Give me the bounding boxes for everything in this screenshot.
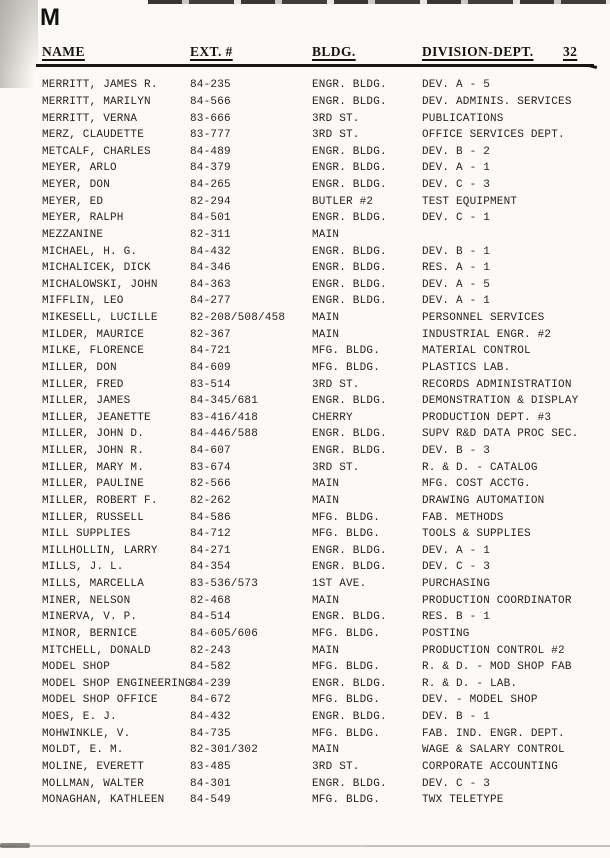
- name-cell: MERRITT, MARILYN: [42, 95, 151, 108]
- directory-row: [0, 775, 610, 792]
- dept-cell: DEV. B - 3: [422, 445, 491, 458]
- dept-cell: SUPV R&D DATA PROC SEC.: [422, 428, 579, 441]
- ext-cell: 82-301/302: [190, 744, 259, 757]
- dept-cell: DEV. - MODEL SHOP: [422, 694, 538, 707]
- bldg-cell: MFG. BLDG.: [312, 511, 381, 524]
- bldg-cell: 3RD ST.: [312, 461, 360, 474]
- name-cell: MILLS, J. L.: [42, 561, 124, 574]
- ext-cell: 82-262: [190, 494, 231, 507]
- directory-row: [0, 559, 610, 576]
- bldg-cell: ENGR. BLDG.: [312, 777, 387, 790]
- ext-cell: 84-432: [190, 711, 231, 724]
- name-cell: MICHAEL, H. G.: [42, 245, 138, 258]
- directory-row: [0, 709, 610, 726]
- name-cell: MILKE, FLORENCE: [42, 345, 145, 358]
- dept-cell: DEV. C - 3: [422, 179, 491, 192]
- bldg-cell: ENGR. BLDG.: [312, 95, 387, 108]
- ext-cell: 82-243: [190, 644, 231, 657]
- directory-row: [0, 659, 610, 676]
- name-cell: MEYER, DON: [42, 179, 111, 192]
- name-cell: MINERVA, V. P.: [42, 611, 138, 624]
- bldg-cell: ENGR. BLDG.: [312, 677, 387, 690]
- ext-cell: 84-265: [190, 179, 231, 192]
- dept-cell: INDUSTRIAL ENGR. #2: [422, 328, 552, 341]
- bldg-cell: MFG. BLDG.: [312, 661, 381, 674]
- dept-cell: PUBLICATIONS: [422, 112, 504, 125]
- dept-cell: DEV. C - 3: [422, 777, 491, 790]
- bldg-cell: ENGR. BLDG.: [312, 544, 387, 557]
- ext-cell: 84-235: [190, 79, 231, 92]
- bldg-cell: MAIN: [312, 328, 340, 341]
- dept-cell: RECORDS ADMINISTRATION: [422, 378, 572, 391]
- ext-cell: 84-277: [190, 295, 231, 308]
- directory-row: [0, 376, 610, 393]
- bldg-cell: MAIN: [312, 312, 340, 325]
- dept-cell: DEV. B - 1: [422, 711, 491, 724]
- directory-row: [0, 94, 610, 111]
- ext-cell: 84-721: [190, 345, 231, 358]
- name-cell: MILLHOLLIN, LARRY: [42, 544, 158, 557]
- ext-cell: 84-609: [190, 361, 231, 374]
- name-cell: MOLLMAN, WALTER: [42, 777, 145, 790]
- name-cell: MILLER, JOHN D.: [42, 428, 145, 441]
- dept-cell: TEST EQUIPMENT: [422, 195, 518, 208]
- bldg-cell: ENGR. BLDG.: [312, 262, 387, 275]
- name-cell: MILLER, MARY M.: [42, 461, 145, 474]
- name-cell: MERRITT, VERNA: [42, 112, 138, 125]
- dept-cell: TWX TELETYPE: [422, 794, 504, 807]
- directory-row: [0, 243, 610, 260]
- bldg-cell: ENGR. BLDG.: [312, 428, 387, 441]
- directory-row: [0, 293, 610, 310]
- name-cell: MITCHELL, DONALD: [42, 644, 151, 657]
- dept-cell: MATERIAL CONTROL: [422, 345, 531, 358]
- name-cell: MOLINE, EVERETT: [42, 760, 145, 773]
- name-cell: MEYER, ED: [42, 195, 104, 208]
- bldg-cell: MAIN: [312, 644, 340, 657]
- directory-row: [0, 543, 610, 560]
- ext-cell: 84-735: [190, 727, 231, 740]
- bldg-cell: 3RD ST.: [312, 760, 360, 773]
- bldg-cell: ENGR. BLDG.: [312, 395, 387, 408]
- table-header: [0, 44, 610, 62]
- directory-row: [0, 144, 610, 161]
- ext-cell: 82-566: [190, 478, 231, 491]
- ext-cell: 84-239: [190, 677, 231, 690]
- directory-row: [0, 193, 610, 210]
- dept-cell: RES. A - 1: [422, 262, 491, 275]
- page-number: 32: [563, 44, 578, 59]
- ext-cell: 84-271: [190, 544, 231, 557]
- ext-cell: 83-514: [190, 378, 231, 391]
- bldg-cell: MAIN: [312, 228, 340, 241]
- directory-row: [0, 642, 610, 659]
- name-cell: MILLER, DON: [42, 361, 117, 374]
- ext-cell: 83-777: [190, 129, 231, 142]
- name-cell: MICHALICEK, DICK: [42, 262, 151, 275]
- bldg-cell: BUTLER #2: [312, 195, 374, 208]
- dept-cell: POSTING: [422, 627, 470, 640]
- name-cell: METCALF, CHARLES: [42, 145, 151, 158]
- dept-cell: FAB. IND. ENGR. DEPT.: [422, 727, 565, 740]
- directory-row: [0, 526, 610, 543]
- ext-cell: 84-354: [190, 561, 231, 574]
- bldg-cell: MFG. BLDG.: [312, 627, 381, 640]
- bldg-cell: ENGR. BLDG.: [312, 278, 387, 291]
- dept-cell: R. & D. - LAB.: [422, 677, 518, 690]
- directory-row: [0, 609, 610, 626]
- bldg-cell: ENGR. BLDG.: [312, 79, 387, 92]
- ext-cell: 82-311: [190, 228, 231, 241]
- dept-cell: DEV. A - 1: [422, 162, 491, 175]
- dept-cell: MFG. COST ACCTG.: [422, 478, 531, 491]
- bldg-cell: MAIN: [312, 594, 340, 607]
- name-cell: MILLER, JEANETTE: [42, 411, 151, 424]
- directory-row: [0, 277, 610, 294]
- bldg-cell: ENGR. BLDG.: [312, 145, 387, 158]
- name-cell: MICHALOWSKI, JOHN: [42, 278, 158, 291]
- dept-cell: DRAWING AUTOMATION: [422, 494, 545, 507]
- ext-cell: 83-666: [190, 112, 231, 125]
- ext-cell: 82-294: [190, 195, 231, 208]
- bldg-cell: MFG. BLDG.: [312, 345, 381, 358]
- scan-bottom-edge-line: [0, 845, 610, 847]
- directory-row: [0, 742, 610, 759]
- directory-row: [0, 210, 610, 227]
- directory-row: [0, 493, 610, 510]
- directory-row: [0, 343, 610, 360]
- ext-cell: 84-489: [190, 145, 231, 158]
- directory-row: [0, 393, 610, 410]
- name-cell: MODEL SHOP ENGINEERING: [42, 677, 192, 690]
- bldg-cell: MFG. BLDG.: [312, 727, 381, 740]
- dept-cell: DEV. B - 2: [422, 145, 491, 158]
- name-cell: MERZ, CLAUDETTE: [42, 129, 145, 142]
- dept-cell: DEV. A - 1: [422, 295, 491, 308]
- name-cell: MEYER, RALPH: [42, 212, 124, 225]
- bldg-cell: ENGR. BLDG.: [312, 179, 387, 192]
- directory-row: [0, 443, 610, 460]
- name-cell: MOLDT, E. M.: [42, 744, 124, 757]
- name-cell: MIFFLIN, LEO: [42, 295, 124, 308]
- bldg-cell: ENGR. BLDG.: [312, 212, 387, 225]
- ext-cell: 83-485: [190, 760, 231, 773]
- ext-cell: 84-363: [190, 278, 231, 291]
- dept-cell: PURCHASING: [422, 578, 491, 591]
- bldg-cell: MFG. BLDG.: [312, 528, 381, 541]
- bldg-cell: ENGR. BLDG.: [312, 245, 387, 258]
- dept-cell: OFFICE SERVICES DEPT.: [422, 129, 565, 142]
- directory-row: [0, 326, 610, 343]
- name-cell: MILLER, ROBERT F.: [42, 494, 158, 507]
- bldg-cell: 3RD ST.: [312, 112, 360, 125]
- dept-cell: R. & D. - CATALOG: [422, 461, 538, 474]
- name-cell: MONAGHAN, KATHLEEN: [42, 794, 165, 807]
- ext-cell: 84-514: [190, 611, 231, 624]
- directory-row: [0, 410, 610, 427]
- directory-rows: [0, 77, 610, 809]
- directory-row: [0, 725, 610, 742]
- bldg-cell: ENGR. BLDG.: [312, 295, 387, 308]
- bldg-cell: MAIN: [312, 744, 340, 757]
- directory-row: [0, 692, 610, 709]
- name-cell: MINER, NELSON: [42, 594, 131, 607]
- bldg-cell: MAIN: [312, 478, 340, 491]
- bldg-cell: ENGR. BLDG.: [312, 611, 387, 624]
- ext-cell: 84-345/681: [190, 395, 259, 408]
- name-cell: MILLER, JOHN R.: [42, 445, 145, 458]
- section-letter: M: [40, 4, 61, 31]
- name-cell: MILLER, PAULINE: [42, 478, 145, 491]
- bldg-cell: ENGR. BLDG.: [312, 445, 387, 458]
- ext-cell: 84-672: [190, 694, 231, 707]
- header-rule: [36, 64, 594, 67]
- name-cell: MILL SUPPLIES: [42, 528, 131, 541]
- name-cell: MILLER, FRED: [42, 378, 124, 391]
- directory-row: [0, 260, 610, 277]
- bldg-cell: MFG. BLDG.: [312, 694, 381, 707]
- dept-cell: DEV. C - 3: [422, 561, 491, 574]
- column-header-name: NAME: [42, 44, 85, 59]
- directory-row: [0, 759, 610, 776]
- bldg-cell: 3RD ST.: [312, 129, 360, 142]
- directory-row: [0, 77, 610, 94]
- directory-row: [0, 177, 610, 194]
- dept-cell: PRODUCTION DEPT. #3: [422, 411, 552, 424]
- name-cell: MEZZANINE: [42, 228, 104, 241]
- directory-row: [0, 459, 610, 476]
- ext-cell: 84-346: [190, 262, 231, 275]
- ext-cell: 82-208/508/458: [190, 312, 286, 325]
- scan-top-edge-artifact: [148, 0, 610, 4]
- ext-cell: 83-536/573: [190, 578, 259, 591]
- dept-cell: PERSONNEL SERVICES: [422, 312, 545, 325]
- dept-cell: DEV. B - 1: [422, 245, 491, 258]
- name-cell: MILLER, RUSSELL: [42, 511, 145, 524]
- scan-bottom-edge-blob: [0, 843, 30, 848]
- bldg-cell: MFG. BLDG.: [312, 794, 381, 807]
- name-cell: MODEL SHOP: [42, 661, 111, 674]
- dept-cell: RES. B - 1: [422, 611, 491, 624]
- directory-row: [0, 592, 610, 609]
- ext-cell: 83-674: [190, 461, 231, 474]
- header-rule-tick: [588, 64, 597, 69]
- dept-cell: PLASTICS LAB.: [422, 361, 511, 374]
- ext-cell: 84-301: [190, 777, 231, 790]
- bldg-cell: 3RD ST.: [312, 378, 360, 391]
- dept-cell: R. & D. - MOD SHOP FAB: [422, 661, 572, 674]
- ext-cell: 84-712: [190, 528, 231, 541]
- directory-row: [0, 792, 610, 809]
- column-header-bldg: BLDG.: [312, 44, 356, 59]
- ext-cell: 82-367: [190, 328, 231, 341]
- ext-cell: 84-501: [190, 212, 231, 225]
- ext-cell: 83-416/418: [190, 411, 259, 424]
- dept-cell: DEV. A - 1: [422, 544, 491, 557]
- ext-cell: 84-432: [190, 245, 231, 258]
- directory-row: [0, 426, 610, 443]
- ext-cell: 84-607: [190, 445, 231, 458]
- directory-row: [0, 626, 610, 643]
- directory-row: [0, 476, 610, 493]
- directory-row: [0, 160, 610, 177]
- name-cell: MOHWINKLE, V.: [42, 727, 131, 740]
- dept-cell: DEV. A - 5: [422, 278, 491, 291]
- dept-cell: TOOLS & SUPPLIES: [422, 528, 531, 541]
- dept-cell: CORPORATE ACCOUNTING: [422, 760, 559, 773]
- dept-cell: DEMONSTRATION & DISPLAY: [422, 395, 579, 408]
- ext-cell: 84-582: [190, 661, 231, 674]
- name-cell: MEYER, ARLO: [42, 162, 117, 175]
- ext-cell: 84-379: [190, 162, 231, 175]
- directory-row: [0, 127, 610, 144]
- ext-cell: 84-446/588: [190, 428, 259, 441]
- name-cell: MERRITT, JAMES R.: [42, 79, 158, 92]
- directory-row: [0, 676, 610, 693]
- dept-cell: DEV. ADMINIS. SERVICES: [422, 95, 572, 108]
- name-cell: MILDER, MAURICE: [42, 328, 145, 341]
- bldg-cell: MFG. BLDG.: [312, 361, 381, 374]
- dept-cell: DEV. C - 1: [422, 212, 491, 225]
- directory-row: [0, 576, 610, 593]
- name-cell: MODEL SHOP OFFICE: [42, 694, 158, 707]
- ext-cell: 84-586: [190, 511, 231, 524]
- dept-cell: PRODUCTION COORDINATOR: [422, 594, 572, 607]
- directory-row: [0, 227, 610, 244]
- directory-row: [0, 509, 610, 526]
- bldg-cell: CHERRY: [312, 411, 353, 424]
- bldg-cell: ENGR. BLDG.: [312, 162, 387, 175]
- dept-cell: FAB. METHODS: [422, 511, 504, 524]
- column-header-division-dept: DIVISION-DEPT.: [422, 44, 534, 59]
- bldg-cell: MAIN: [312, 494, 340, 507]
- name-cell: MOES, E. J.: [42, 711, 117, 724]
- dept-cell: DEV. A - 5: [422, 79, 491, 92]
- ext-cell: 84-549: [190, 794, 231, 807]
- directory-row: [0, 310, 610, 327]
- bldg-cell: 1ST AVE.: [312, 578, 367, 591]
- name-cell: MILLS, MARCELLA: [42, 578, 145, 591]
- directory-row: [0, 360, 610, 377]
- dept-cell: WAGE & SALARY CONTROL: [422, 744, 565, 757]
- ext-cell: 82-468: [190, 594, 231, 607]
- directory-row: [0, 110, 610, 127]
- ext-cell: 84-566: [190, 95, 231, 108]
- ext-cell: 84-605/606: [190, 627, 259, 640]
- dept-cell: PRODUCTION CONTROL #2: [422, 644, 565, 657]
- name-cell: MIKESELL, LUCILLE: [42, 312, 158, 325]
- bldg-cell: ENGR. BLDG.: [312, 711, 387, 724]
- bldg-cell: ENGR. BLDG.: [312, 561, 387, 574]
- name-cell: MINOR, BERNICE: [42, 627, 138, 640]
- column-header-ext: EXT. #: [190, 44, 233, 59]
- name-cell: MILLER, JAMES: [42, 395, 131, 408]
